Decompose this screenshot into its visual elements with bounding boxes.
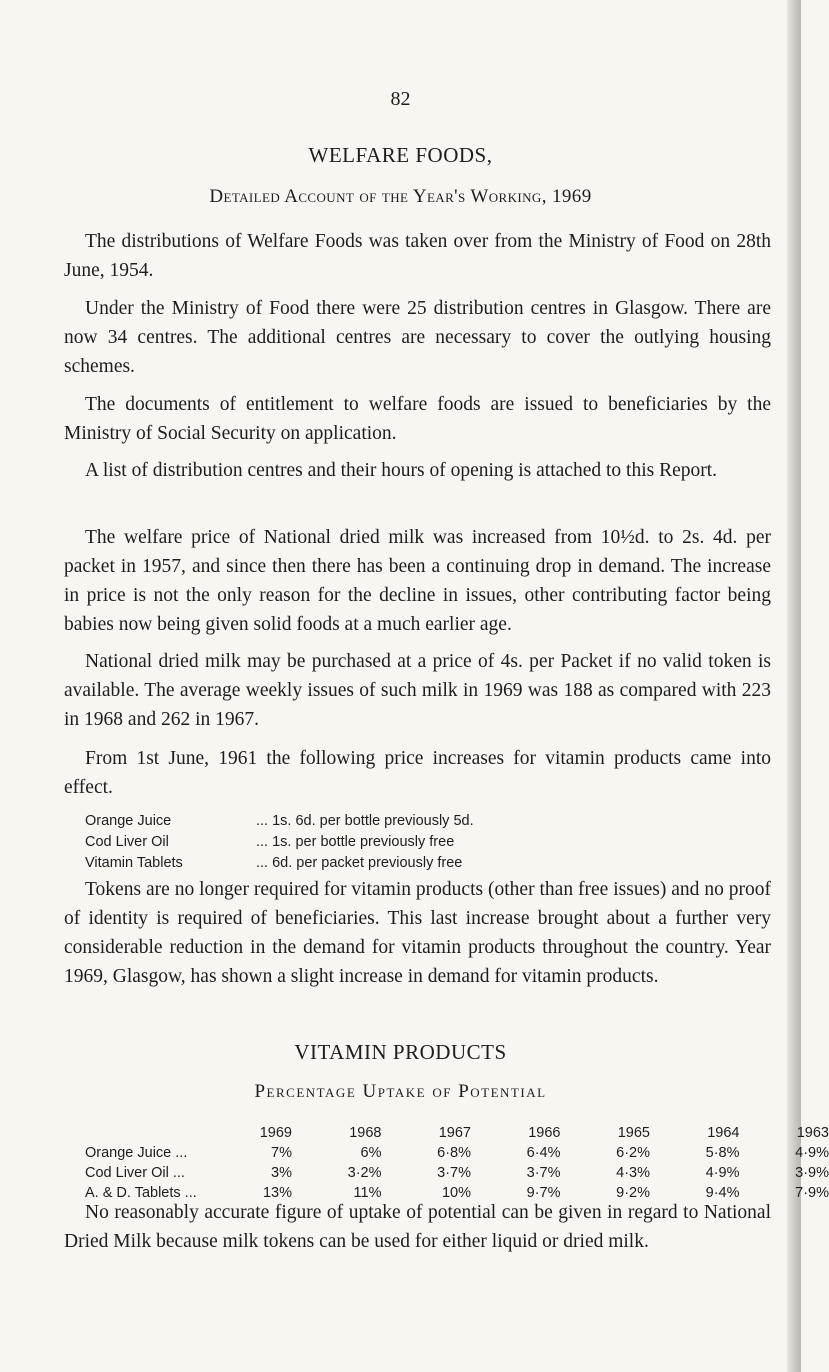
page-subtitle: Detailed Account of the Year's Working, 1969 [209, 186, 592, 207]
table-cell: 6% [360, 1145, 382, 1161]
paragraph-takeover: The distributions of Welfare Foods was taken over from the Ministry of Food on 28th June, 1954. [64, 231, 771, 281]
table-cell: 7% [271, 1145, 292, 1161]
row-label: A. & D. Tablets ... [85, 1185, 197, 1201]
price-item: Vitamin Tablets [85, 855, 183, 871]
table-cell: 6·8% [437, 1145, 471, 1161]
year-header: 1965 [617, 1125, 650, 1141]
table-cell: 9·2% [616, 1185, 650, 1201]
table-cell: 6·4% [526, 1145, 561, 1161]
table-cell: 9·4% [705, 1185, 740, 1201]
table-cell: 6·2% [616, 1145, 650, 1161]
price-item: Cod Liver Oil [85, 834, 169, 850]
table-cell: 7·9% [795, 1185, 829, 1201]
price-note: ... 1s. 6d. per bottle previously 5d. [256, 813, 474, 829]
year-header: 1968 [349, 1125, 382, 1141]
page-title: WELFARE FOODS, [308, 143, 493, 167]
price-row [85, 853, 474, 874]
paragraph-dried-milk-price: The welfare price of National dried milk was increased from 10½d. to 2s. 4d. per packet in 1957, and since then there has been a continuing drop in demand. The increase in price is not the only reason for the decline in issues, other contributing factor being babies now being given solid foods at a much earlier age. [64, 527, 771, 635]
paragraph-entitlement: The documents of entitlement to welfare foods are issued to beneficiaries by the Ministry of Social Security on application. [64, 394, 771, 444]
paragraph-dried-milk-purchase: National dried milk may be purchased at a price of 4s. per Packet if no valid token is available. The average weekly issues of such milk in 1969 was 188 as compared with 223 in 1968 and 262 in 1967. [64, 651, 771, 730]
row-label: Cod Liver Oil ... [85, 1165, 185, 1181]
table-cell: 3% [271, 1165, 292, 1181]
uptake-table [85, 1123, 829, 1203]
table-cell: 5·8% [705, 1145, 740, 1161]
year-header: 1967 [438, 1125, 471, 1141]
paragraph-distribution-centres: Under the Ministry of Food there were 25 distribution centres in Glasgow. There are now 34 centres. The additional centres are necessary to cover the outlying housing schemes. [64, 298, 771, 377]
year-header: 1969 [259, 1125, 292, 1141]
price-row [85, 811, 474, 832]
table-cell: 11% [353, 1185, 382, 1201]
table-header-row [85, 1123, 829, 1143]
table-cell: 9·7% [526, 1185, 561, 1201]
price-note: ... 6d. per packet previously free [256, 855, 463, 871]
table-cell: 10% [441, 1185, 471, 1201]
table-cell: 3·9% [795, 1165, 829, 1181]
table-cell: 3·2% [347, 1165, 382, 1181]
table-cell: 4·9% [795, 1145, 829, 1161]
table-row [85, 1143, 829, 1163]
vitamin-products-heading: VITAMIN PRODUCTS [294, 1040, 507, 1064]
table-cell: 3·7% [526, 1165, 561, 1181]
paragraph-tokens: Tokens are no longer required for vitamin products (other than free issues) and no proof of identity is required of beneficiaries. This last increase brought about a further very considerable reduction in the demand for vitamin products throughout the country. Year 1969, Glasgow, has shown a slight increase in demand for vitamin products. [64, 879, 771, 987]
price-note: ... 1s. per bottle previously free [256, 834, 455, 850]
price-row [85, 832, 474, 853]
paragraph-uptake-note: No reasonably accurate figure of uptake of potential can be given in regard to National Dried Milk because milk tokens can be used for either liquid or dried milk. [64, 1202, 771, 1252]
price-increase-list [85, 811, 474, 874]
year-header: 1964 [707, 1125, 740, 1141]
price-item: Orange Juice [85, 813, 172, 829]
paragraph-centres-list: A list of distribution centres and their hours of opening is attached to this Report. [85, 460, 718, 481]
table-cell: 4·9% [705, 1165, 740, 1181]
page-number: 82 [390, 88, 411, 110]
table-cell: 13% [262, 1185, 292, 1201]
paragraph-price-increases-intro: From 1st June, 1961 the following price increases for vitamin products came into effect. [64, 748, 771, 798]
table-row [85, 1163, 829, 1183]
year-header: 1966 [528, 1125, 561, 1141]
uptake-subheading: Percentage Uptake of Potential [254, 1081, 547, 1102]
row-label: Orange Juice ... [85, 1145, 188, 1161]
table-cell: 3·7% [437, 1165, 471, 1181]
table-cell: 4·3% [616, 1165, 650, 1181]
year-header: 1963 [796, 1125, 829, 1141]
